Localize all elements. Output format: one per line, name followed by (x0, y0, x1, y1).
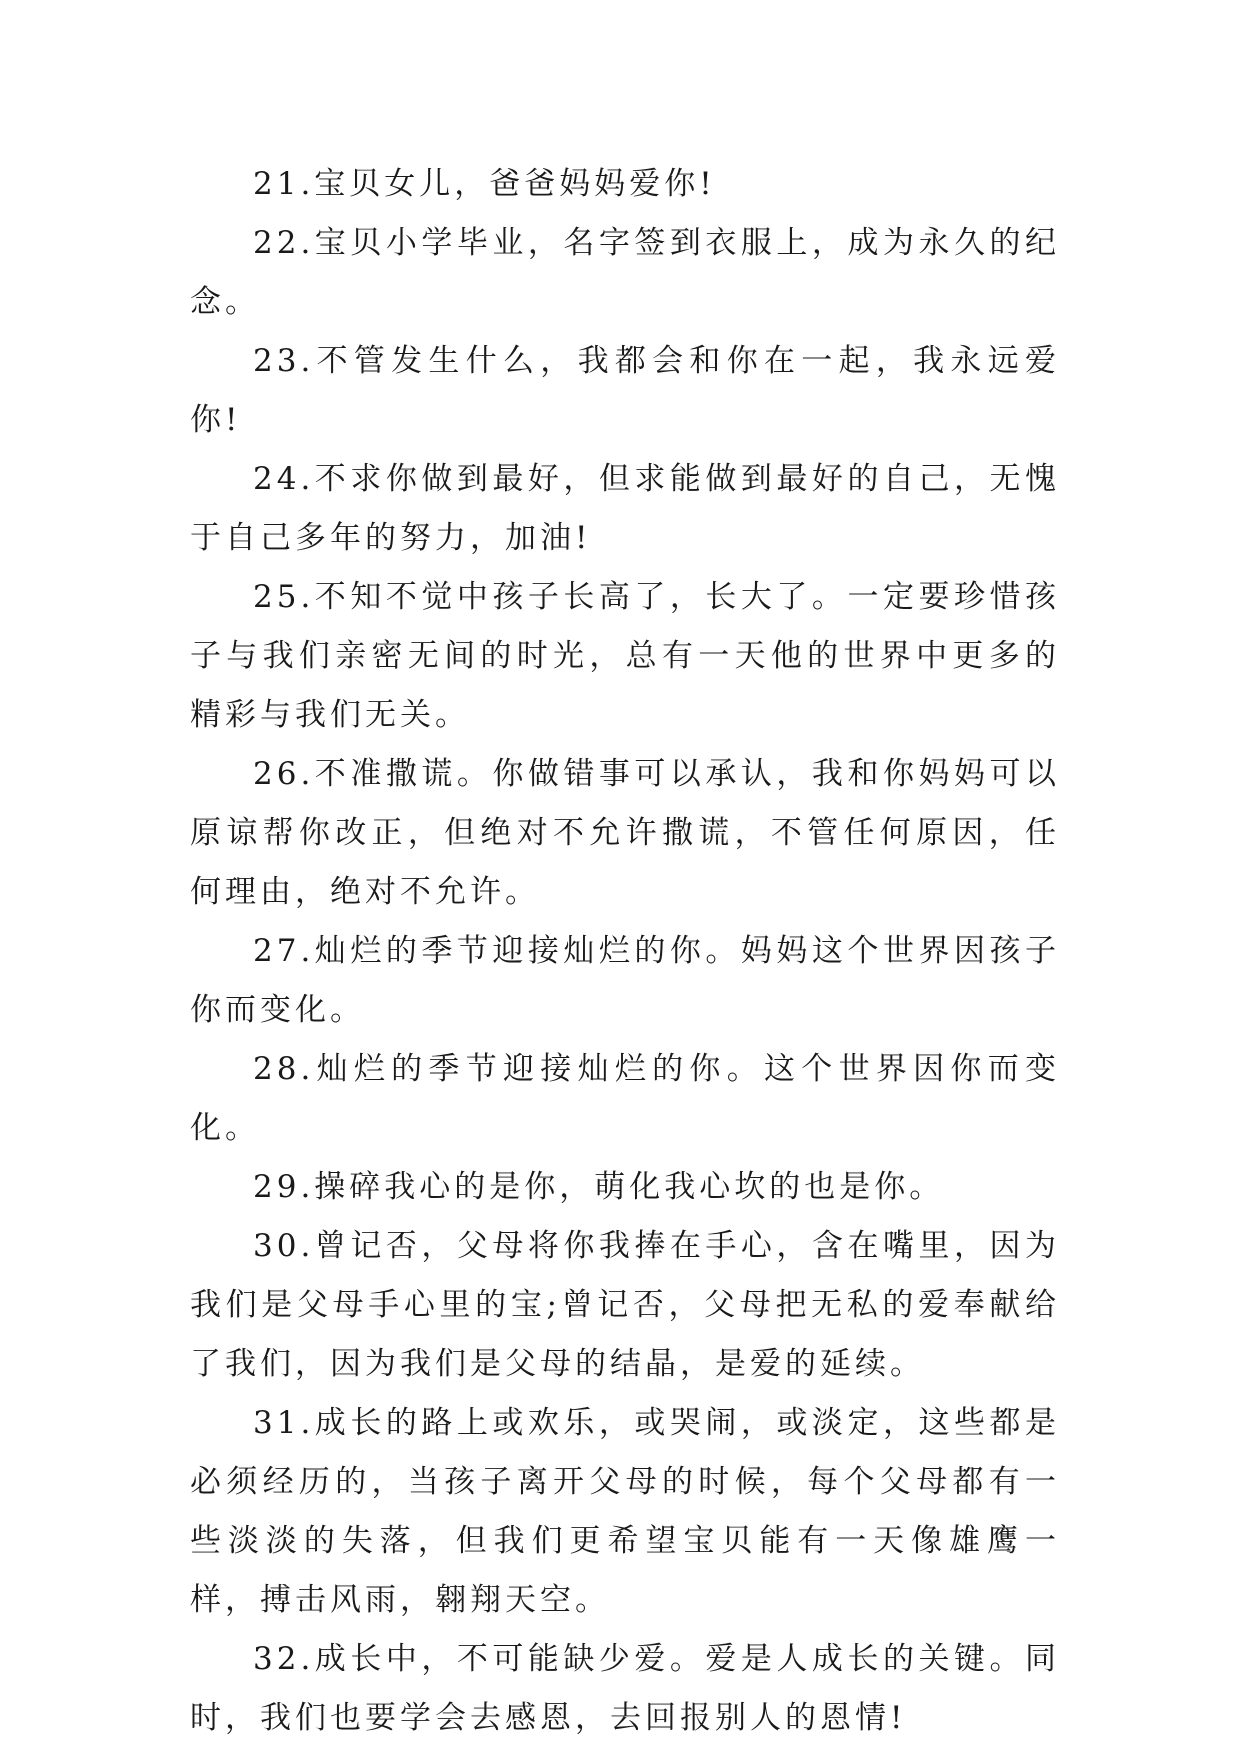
paragraph-31: 31.成长的路上或欢乐，或哭闹，或淡定，这些都是必须经历的，当孩子离开父母的时候，每个父母都有一些淡淡的失落，但我们更希望宝贝能有一天像雄鹰一样，搏击风雨，翱翔天空。 (190, 1405, 1060, 1618)
paragraph-26: 26.不准撒谎。你做错事可以承认，我和你妈妈可以原谅帮你改正，但绝对不允许撒谎，不管任何原因，任何理由，绝对不允许。 (190, 756, 1060, 910)
paragraph-24: 24.不求你做到最好，但求能做到最好的自己，无愧于自己多年的努力，加油! (190, 461, 1060, 556)
paragraph-28: 28.灿烂的季节迎接灿烂的你。这个世界因你而变化。 (190, 1051, 1060, 1146)
paragraph-30: 30.曾记否，父母将你我捧在手心，含在嘴里，因为我们是父母手心里的宝;曾记否，父母把无私的爱奉献给了我们，因为我们是父母的结晶，是爱的延续。 (190, 1228, 1060, 1382)
paragraph-27: 27.灿烂的季节迎接灿烂的你。妈妈这个世界因孩子你而变化。 (190, 933, 1060, 1028)
document-body (190, 155, 1060, 1748)
paragraph-23: 23.不管发生什么，我都会和你在一起，我永远爱你! (190, 343, 1060, 438)
paragraph-29: 29.操碎我心的是你，萌化我心坎的也是你。 (253, 1169, 945, 1205)
paragraph-21: 21.宝贝女儿，爸爸妈妈爱你! (253, 166, 716, 202)
paragraph-32: 32.成长中，不可能缺少爱。爱是人成长的关键。同时，我们也要学会去感恩，去回报别人的恩情! (190, 1641, 1060, 1736)
paragraph-25: 25.不知不觉中孩子长高了，长大了。一定要珍惜孩子与我们亲密无间的时光，总有一天他的世界中更多的精彩与我们无关。 (190, 579, 1060, 733)
paragraph-22: 22.宝贝小学毕业，名字签到衣服上，成为永久的纪念。 (190, 225, 1060, 320)
